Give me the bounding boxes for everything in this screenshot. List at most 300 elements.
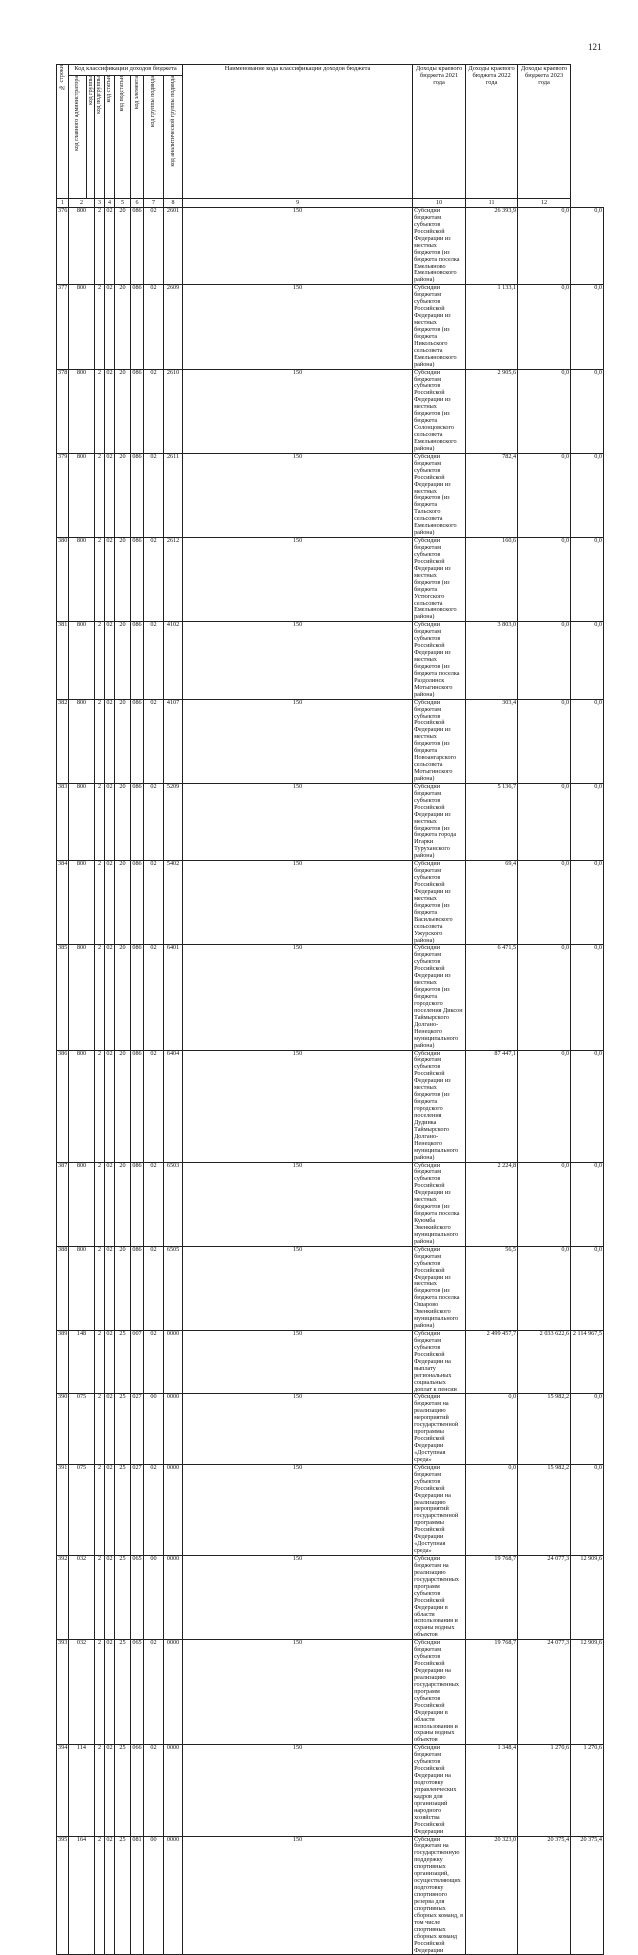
income-2023-cell: 0,0: [571, 369, 604, 453]
element-code-cell: 00: [144, 1394, 164, 1464]
income-name-cell: Субсидии бюджетам субъектов Российской Федерации из местных бюджетов (из бюджета Новоангарского сельсовета Мотыгинского района): [413, 699, 466, 783]
element-code-cell: 00: [144, 1836, 164, 1955]
header-income-2022: Доходы краевого бюджета 2022 года: [466, 65, 518, 199]
element-code-cell: 02: [144, 1331, 164, 1394]
subgroup-code-cell: 02: [105, 453, 115, 537]
subtype-group-code-cell: 5402: [164, 861, 183, 945]
header-code-element: код элемента: [131, 76, 144, 199]
income-2023-cell: 0,0: [571, 1246, 604, 1330]
table-row: [57, 453, 604, 537]
subgroup-code-cell: 02: [105, 1556, 115, 1640]
article-code-cell: 25: [115, 1394, 131, 1464]
row-number-cell: 384: [57, 861, 69, 945]
subarticle-code-cell: 066: [131, 1745, 144, 1836]
income-2022-cell: 0,0: [518, 945, 571, 1050]
row-number-cell: 381: [57, 622, 69, 699]
income-2022-cell: 0,0: [518, 208, 571, 285]
income-name-cell: Субсидии бюджетам субъектов Российской Федерации из местных бюджетов (из бюджета поселка Емельяново Емельяновского района): [413, 208, 466, 285]
admin-code-cell: 800: [69, 861, 95, 945]
budget-income-table: [56, 64, 604, 1955]
subtype-group-code-cell: 5209: [164, 783, 183, 860]
column-number: 5: [115, 199, 131, 208]
subtype-group-code-cell: 0000: [164, 1331, 183, 1394]
income-2021-cell: 19 768,7: [466, 1640, 518, 1745]
subtype-group-code-cell: 2612: [164, 538, 183, 622]
analytic-group-code-cell: 150: [183, 1162, 413, 1246]
group-code-cell: 2: [95, 1050, 105, 1162]
analytic-group-code-cell: 150: [183, 285, 413, 369]
header-code-article: код статьи: [105, 76, 115, 199]
group-code-cell: 2: [95, 622, 105, 699]
admin-code-cell: 075: [69, 1394, 95, 1464]
group-code-cell: 2: [95, 1556, 105, 1640]
row-number-cell: 377: [57, 285, 69, 369]
column-number: 1: [57, 199, 69, 208]
element-code-cell: 02: [144, 369, 164, 453]
income-name-cell: Субсидии бюджетам на государственную поддержку спортивных организаций, осуществляющих подготовку спортивного резерва для спортивных сборных команд, в том числе спортивных сборных команд Российской Федерации: [413, 1836, 466, 1955]
element-code-cell: 02: [144, 1162, 164, 1246]
subgroup-code-cell: 02: [105, 1050, 115, 1162]
column-number: 12: [518, 199, 571, 208]
row-number-cell: 394: [57, 1745, 69, 1836]
group-code-cell: 2: [95, 783, 105, 860]
admin-code-cell: 075: [69, 1464, 95, 1555]
group-code-cell: 2: [95, 1640, 105, 1745]
table-row: [57, 622, 604, 699]
subgroup-code-cell: 02: [105, 622, 115, 699]
income-2022-cell: 0,0: [518, 622, 571, 699]
subgroup-code-cell: 02: [105, 285, 115, 369]
income-2021-cell: 19 768,7: [466, 1556, 518, 1640]
income-2023-cell: 0,0: [571, 1394, 604, 1464]
element-code-cell: 00: [144, 1556, 164, 1640]
header-income-2023: Доходы краевого бюджета 2023 года: [518, 65, 571, 199]
subarticle-code-cell: 086: [131, 369, 144, 453]
income-2021-cell: 2 499 457,7: [466, 1331, 518, 1394]
income-2022-cell: 15 982,2: [518, 1394, 571, 1464]
article-code-cell: 20: [115, 1050, 131, 1162]
analytic-group-code-cell: 150: [183, 699, 413, 783]
subgroup-code-cell: 02: [105, 1836, 115, 1955]
element-code-cell: 02: [144, 1640, 164, 1745]
subarticle-code-cell: 086: [131, 622, 144, 699]
income-2022-cell: 0,0: [518, 453, 571, 537]
analytic-group-code-cell: 150: [183, 1556, 413, 1640]
analytic-group-code-cell: 150: [183, 369, 413, 453]
subarticle-code-cell: 007: [131, 1331, 144, 1394]
header-code-name: Наименование кода классификации доходов бюджета: [183, 65, 413, 199]
header-code-analytic-group: код аналитической группы подвида: [164, 76, 183, 199]
subarticle-code-cell: 065: [131, 1640, 144, 1745]
table-row: [57, 1556, 604, 1640]
analytic-group-code-cell: 150: [183, 622, 413, 699]
header-row-number: № строки: [57, 65, 69, 199]
element-code-cell: 02: [144, 861, 164, 945]
element-code-cell: 02: [144, 1745, 164, 1836]
income-2023-cell: 0,0: [571, 861, 604, 945]
row-number-cell: 390: [57, 1394, 69, 1464]
element-code-cell: 02: [144, 783, 164, 860]
table-row: [57, 1246, 604, 1330]
group-code-cell: 2: [95, 1464, 105, 1555]
admin-code-cell: 800: [69, 369, 95, 453]
income-2021-cell: 0,0: [466, 1394, 518, 1464]
analytic-group-code-cell: 150: [183, 1246, 413, 1330]
analytic-group-code-cell: 150: [183, 1745, 413, 1836]
header-code-group: Код классификации доходов бюджета: [69, 65, 183, 76]
column-number: 10: [413, 199, 466, 208]
row-number-cell: 383: [57, 783, 69, 860]
income-name-cell: Субсидии бюджетам субъектов Российской Федерации из местных бюджетов (из бюджета Солонцовского сельсовета Емельяновского района): [413, 369, 466, 453]
income-2022-cell: 0,0: [518, 369, 571, 453]
income-name-cell: Субсидии бюджетам на реализацию мероприятий государственной программы Российской Федерации «Доступная среда»: [413, 1394, 466, 1464]
element-code-cell: 02: [144, 1464, 164, 1555]
table-row: [57, 1836, 604, 1955]
subtype-group-code-cell: 6404: [164, 1050, 183, 1162]
table-row: [57, 861, 604, 945]
element-code-cell: 02: [144, 1246, 164, 1330]
analytic-group-code-cell: 150: [183, 945, 413, 1050]
subtype-group-code-cell: 4102: [164, 622, 183, 699]
admin-code-cell: 800: [69, 1162, 95, 1246]
admin-code-cell: 800: [69, 699, 95, 783]
analytic-group-code-cell: 150: [183, 1050, 413, 1162]
income-2023-cell: 0,0: [571, 1162, 604, 1246]
element-code-cell: 02: [144, 208, 164, 285]
subgroup-code-cell: 02: [105, 861, 115, 945]
income-name-cell: Субсидии бюджетам субъектов Российской Федерации из местных бюджетов (из бюджета городского поселения Диксон Таймырского Долгано-Ненецкого муниципального района): [413, 945, 466, 1050]
income-2021-cell: 26 393,9: [466, 208, 518, 285]
header-code-admin: код главного администратора: [69, 76, 87, 199]
income-2022-cell: 0,0: [518, 285, 571, 369]
admin-code-cell: 032: [69, 1640, 95, 1745]
group-code-cell: 2: [95, 945, 105, 1050]
income-name-cell: Субсидии бюджетам субъектов Российской Федерации на реализацию мероприятий государственной программы Российской Федерации «Доступная среда»: [413, 1464, 466, 1555]
article-code-cell: 20: [115, 453, 131, 537]
table-row: [57, 783, 604, 860]
income-name-cell: Субсидии бюджетам субъектов Российской Федерации из местных бюджетов (из бюджета поселка Раздолинск Мотыгинского района): [413, 622, 466, 699]
subarticle-code-cell: 081: [131, 1836, 144, 1955]
article-code-cell: 20: [115, 1246, 131, 1330]
article-code-cell: 20: [115, 1162, 131, 1246]
subarticle-code-cell: 027: [131, 1394, 144, 1464]
subarticle-code-cell: 027: [131, 1464, 144, 1555]
row-number-cell: 388: [57, 1246, 69, 1330]
income-2021-cell: 56,5: [466, 1246, 518, 1330]
subgroup-code-cell: 02: [105, 538, 115, 622]
income-2022-cell: 24 077,3: [518, 1556, 571, 1640]
income-2022-cell: 0,0: [518, 1050, 571, 1162]
article-code-cell: 20: [115, 861, 131, 945]
table-row: [57, 1331, 604, 1394]
income-name-cell: Субсидии бюджетам субъектов Российской Федерации на выплату региональных социальных доплат к пенсии: [413, 1331, 466, 1394]
subarticle-code-cell: 086: [131, 945, 144, 1050]
article-code-cell: 20: [115, 538, 131, 622]
subgroup-code-cell: 02: [105, 1745, 115, 1836]
column-number: 11: [466, 199, 518, 208]
income-2021-cell: 0,0: [466, 1464, 518, 1555]
group-code-cell: 2: [95, 453, 105, 537]
article-code-cell: 20: [115, 208, 131, 285]
income-2021-cell: 1 133,1: [466, 285, 518, 369]
admin-code-cell: 800: [69, 1246, 95, 1330]
element-code-cell: 02: [144, 945, 164, 1050]
subtype-group-code-cell: 0000: [164, 1836, 183, 1955]
income-2023-cell: 20 375,4: [571, 1836, 604, 1955]
column-number: 8: [164, 199, 183, 208]
column-number: 6: [131, 199, 144, 208]
income-name-cell: Субсидии бюджетам субъектов Российской Федерации из местных бюджетов (из бюджета городского поселения Дудинка Таймырского Долгано-Ненецкого муниципального района): [413, 1050, 466, 1162]
row-number-cell: 380: [57, 538, 69, 622]
analytic-group-code-cell: 150: [183, 1331, 413, 1394]
income-2021-cell: 3 803,0: [466, 622, 518, 699]
column-number: 7: [144, 199, 164, 208]
analytic-group-code-cell: 150: [183, 861, 413, 945]
table-row: [57, 945, 604, 1050]
article-code-cell: 20: [115, 783, 131, 860]
admin-code-cell: 800: [69, 208, 95, 285]
income-2023-cell: 0,0: [571, 285, 604, 369]
analytic-group-code-cell: 150: [183, 538, 413, 622]
subarticle-code-cell: 065: [131, 1556, 144, 1640]
income-2022-cell: 0,0: [518, 783, 571, 860]
table-row: [57, 538, 604, 622]
group-code-cell: 2: [95, 1162, 105, 1246]
admin-code-cell: 800: [69, 945, 95, 1050]
income-2022-cell: 1 270,6: [518, 1745, 571, 1836]
element-code-cell: 02: [144, 1050, 164, 1162]
header-income-2021: Доходы краевого бюджета 2021 года: [413, 65, 466, 199]
article-code-cell: 20: [115, 369, 131, 453]
group-code-cell: 2: [95, 369, 105, 453]
subtype-group-code-cell: 0000: [164, 1745, 183, 1836]
group-code-cell: 2: [95, 699, 105, 783]
subgroup-code-cell: 02: [105, 1331, 115, 1394]
column-number: 2: [69, 199, 95, 208]
row-number-cell: 385: [57, 945, 69, 1050]
income-name-cell: Субсидии бюджетам субъектов Российской Федерации из местных бюджетов (из бюджета поселка Куюмба Эвенкийского муниципального района): [413, 1162, 466, 1246]
income-2021-cell: 5 136,7: [466, 783, 518, 860]
subarticle-code-cell: 086: [131, 538, 144, 622]
income-name-cell: Субсидии бюджетам субъектов Российской Федерации из местных бюджетов (из бюджета города Игарки Туруханского района): [413, 783, 466, 860]
income-2021-cell: 87 447,1: [466, 1050, 518, 1162]
row-number-cell: 395: [57, 1836, 69, 1955]
admin-code-cell: 800: [69, 538, 95, 622]
article-code-cell: 20: [115, 945, 131, 1050]
income-name-cell: Субсидии бюджетам на реализацию государственных программ субъектов Российской Федерации в области использования и охраны водных объектов: [413, 1556, 466, 1640]
row-number-cell: 387: [57, 1162, 69, 1246]
table-row: [57, 208, 604, 285]
income-name-cell: Субсидии бюджетам субъектов Российской Федерации на подготовку управленческих кадров для организаций народного хозяйства Российской Федерации: [413, 1745, 466, 1836]
subgroup-code-cell: 02: [105, 1162, 115, 1246]
income-2021-cell: 1 348,4: [466, 1745, 518, 1836]
subtype-group-code-cell: 2609: [164, 285, 183, 369]
analytic-group-code-cell: 150: [183, 1394, 413, 1464]
row-number-cell: 393: [57, 1640, 69, 1745]
subgroup-code-cell: 02: [105, 369, 115, 453]
subtype-group-code-cell: 6505: [164, 1246, 183, 1330]
group-code-cell: 2: [95, 285, 105, 369]
group-code-cell: 2: [95, 1246, 105, 1330]
subgroup-code-cell: 02: [105, 1246, 115, 1330]
header-code-group-code: код группы: [87, 76, 95, 199]
group-code-cell: 2: [95, 538, 105, 622]
subtype-group-code-cell: 2611: [164, 453, 183, 537]
income-2021-cell: 160,6: [466, 538, 518, 622]
income-2021-cell: 2 224,8: [466, 1162, 518, 1246]
subarticle-code-cell: 086: [131, 783, 144, 860]
subgroup-code-cell: 02: [105, 945, 115, 1050]
admin-code-cell: 800: [69, 1050, 95, 1162]
page-number: 121: [588, 42, 602, 52]
subarticle-code-cell: 086: [131, 1162, 144, 1246]
subgroup-code-cell: 02: [105, 1394, 115, 1464]
row-number-cell: 389: [57, 1331, 69, 1394]
income-2022-cell: 0,0: [518, 1246, 571, 1330]
income-2023-cell: 0,0: [571, 622, 604, 699]
analytic-group-code-cell: 150: [183, 783, 413, 860]
element-code-cell: 02: [144, 699, 164, 783]
subtype-group-code-cell: 6503: [164, 1162, 183, 1246]
income-2021-cell: 782,4: [466, 453, 518, 537]
subtype-group-code-cell: 6401: [164, 945, 183, 1050]
table-row: [57, 285, 604, 369]
subgroup-code-cell: 02: [105, 208, 115, 285]
group-code-cell: 2: [95, 1745, 105, 1836]
subgroup-code-cell: 02: [105, 1464, 115, 1555]
article-code-cell: 20: [115, 699, 131, 783]
income-name-cell: Субсидии бюджетам субъектов Российской Федерации на реализацию государственных программ субъектов Российской Федерации в области использования и охраны водных объектов: [413, 1640, 466, 1745]
subgroup-code-cell: 02: [105, 1640, 115, 1745]
article-code-cell: 25: [115, 1640, 131, 1745]
income-2023-cell: 0,0: [571, 208, 604, 285]
income-2022-cell: 24 077,3: [518, 1640, 571, 1745]
header-code-subarticle: код подстатьи: [115, 76, 131, 199]
subtype-group-code-cell: 0000: [164, 1394, 183, 1464]
row-number-cell: 391: [57, 1464, 69, 1555]
row-number-cell: 382: [57, 699, 69, 783]
income-2023-cell: 0,0: [571, 538, 604, 622]
article-code-cell: 25: [115, 1464, 131, 1555]
income-name-cell: Субсидии бюджетам субъектов Российской Федерации из местных бюджетов (из бюджета Васильевского сельсовета Ужурского района): [413, 861, 466, 945]
column-number: 4: [105, 199, 115, 208]
subtype-group-code-cell: 0000: [164, 1640, 183, 1745]
subtype-group-code-cell: 4107: [164, 699, 183, 783]
income-2021-cell: 2 905,6: [466, 369, 518, 453]
income-2023-cell: 0,0: [571, 1464, 604, 1555]
analytic-group-code-cell: 150: [183, 1464, 413, 1555]
income-2023-cell: 2 114 967,5: [571, 1331, 604, 1394]
header-code-subtype-group: код группы подвида: [144, 76, 164, 199]
income-2023-cell: 0,0: [571, 945, 604, 1050]
analytic-group-code-cell: 150: [183, 208, 413, 285]
subarticle-code-cell: 086: [131, 1050, 144, 1162]
subtype-group-code-cell: 2610: [164, 369, 183, 453]
column-number: 9: [183, 199, 413, 208]
analytic-group-code-cell: 150: [183, 453, 413, 537]
element-code-cell: 02: [144, 285, 164, 369]
table-row: [57, 1050, 604, 1162]
income-2023-cell: 0,0: [571, 1050, 604, 1162]
income-2022-cell: 20 375,4: [518, 1836, 571, 1955]
income-2023-cell: 0,0: [571, 783, 604, 860]
article-code-cell: 25: [115, 1331, 131, 1394]
table-row: [57, 369, 604, 453]
income-name-cell: Субсидии бюджетам субъектов Российской Федерации из местных бюджетов (из бюджета Тальского сельсовета Емельяновского района): [413, 453, 466, 537]
row-number-cell: 378: [57, 369, 69, 453]
article-code-cell: 25: [115, 1745, 131, 1836]
article-code-cell: 20: [115, 622, 131, 699]
subtype-group-code-cell: 2601: [164, 208, 183, 285]
income-2022-cell: 0,0: [518, 699, 571, 783]
row-number-cell: 379: [57, 453, 69, 537]
table-row: [57, 699, 604, 783]
subarticle-code-cell: 086: [131, 861, 144, 945]
subarticle-code-cell: 086: [131, 453, 144, 537]
admin-code-cell: 148: [69, 1331, 95, 1394]
income-2023-cell: 0,0: [571, 453, 604, 537]
table-row: [57, 1464, 604, 1555]
admin-code-cell: 800: [69, 622, 95, 699]
income-2023-cell: 12 909,6: [571, 1556, 604, 1640]
subgroup-code-cell: 02: [105, 699, 115, 783]
income-name-cell: Субсидии бюджетам субъектов Российской Федерации из местных бюджетов (из бюджета Никольского сельсовета Емельяновского района): [413, 285, 466, 369]
header-code-subgroup: код подгруппы: [95, 76, 105, 199]
table-row: [57, 1640, 604, 1745]
group-code-cell: 2: [95, 861, 105, 945]
admin-code-cell: 114: [69, 1745, 95, 1836]
analytic-group-code-cell: 150: [183, 1640, 413, 1745]
article-code-cell: 25: [115, 1836, 131, 1955]
article-code-cell: 20: [115, 285, 131, 369]
income-2022-cell: 0,0: [518, 861, 571, 945]
income-name-cell: Субсидии бюджетам субъектов Российской Федерации из местных бюджетов (из бюджета поселка Ошарово Эвенкийского муниципального района): [413, 1246, 466, 1330]
income-2021-cell: 69,4: [466, 861, 518, 945]
subarticle-code-cell: 086: [131, 699, 144, 783]
table-row: [57, 1162, 604, 1246]
element-code-cell: 02: [144, 538, 164, 622]
table-row: [57, 1745, 604, 1836]
income-2021-cell: 20 323,0: [466, 1836, 518, 1955]
income-2023-cell: 12 909,6: [571, 1640, 604, 1745]
income-2021-cell: 6 471,5: [466, 945, 518, 1050]
subgroup-code-cell: 02: [105, 783, 115, 860]
admin-code-cell: 032: [69, 1556, 95, 1640]
income-2022-cell: 0,0: [518, 1162, 571, 1246]
row-number-cell: 392: [57, 1556, 69, 1640]
group-code-cell: 2: [95, 1331, 105, 1394]
admin-code-cell: 800: [69, 783, 95, 860]
group-code-cell: 2: [95, 1394, 105, 1464]
income-2021-cell: 303,4: [466, 699, 518, 783]
article-code-cell: 25: [115, 1556, 131, 1640]
admin-code-cell: 800: [69, 453, 95, 537]
row-number-cell: 386: [57, 1050, 69, 1162]
admin-code-cell: 800: [69, 285, 95, 369]
subarticle-code-cell: 086: [131, 285, 144, 369]
subarticle-code-cell: 086: [131, 208, 144, 285]
group-code-cell: 2: [95, 208, 105, 285]
income-2022-cell: 15 982,2: [518, 1464, 571, 1555]
group-code-cell: 2: [95, 1836, 105, 1955]
income-2023-cell: 0,0: [571, 699, 604, 783]
income-2022-cell: 2 033 622,6: [518, 1331, 571, 1394]
admin-code-cell: 164: [69, 1836, 95, 1955]
element-code-cell: 02: [144, 453, 164, 537]
row-number-cell: 376: [57, 208, 69, 285]
table-row: [57, 1394, 604, 1464]
subtype-group-code-cell: 0000: [164, 1464, 183, 1555]
